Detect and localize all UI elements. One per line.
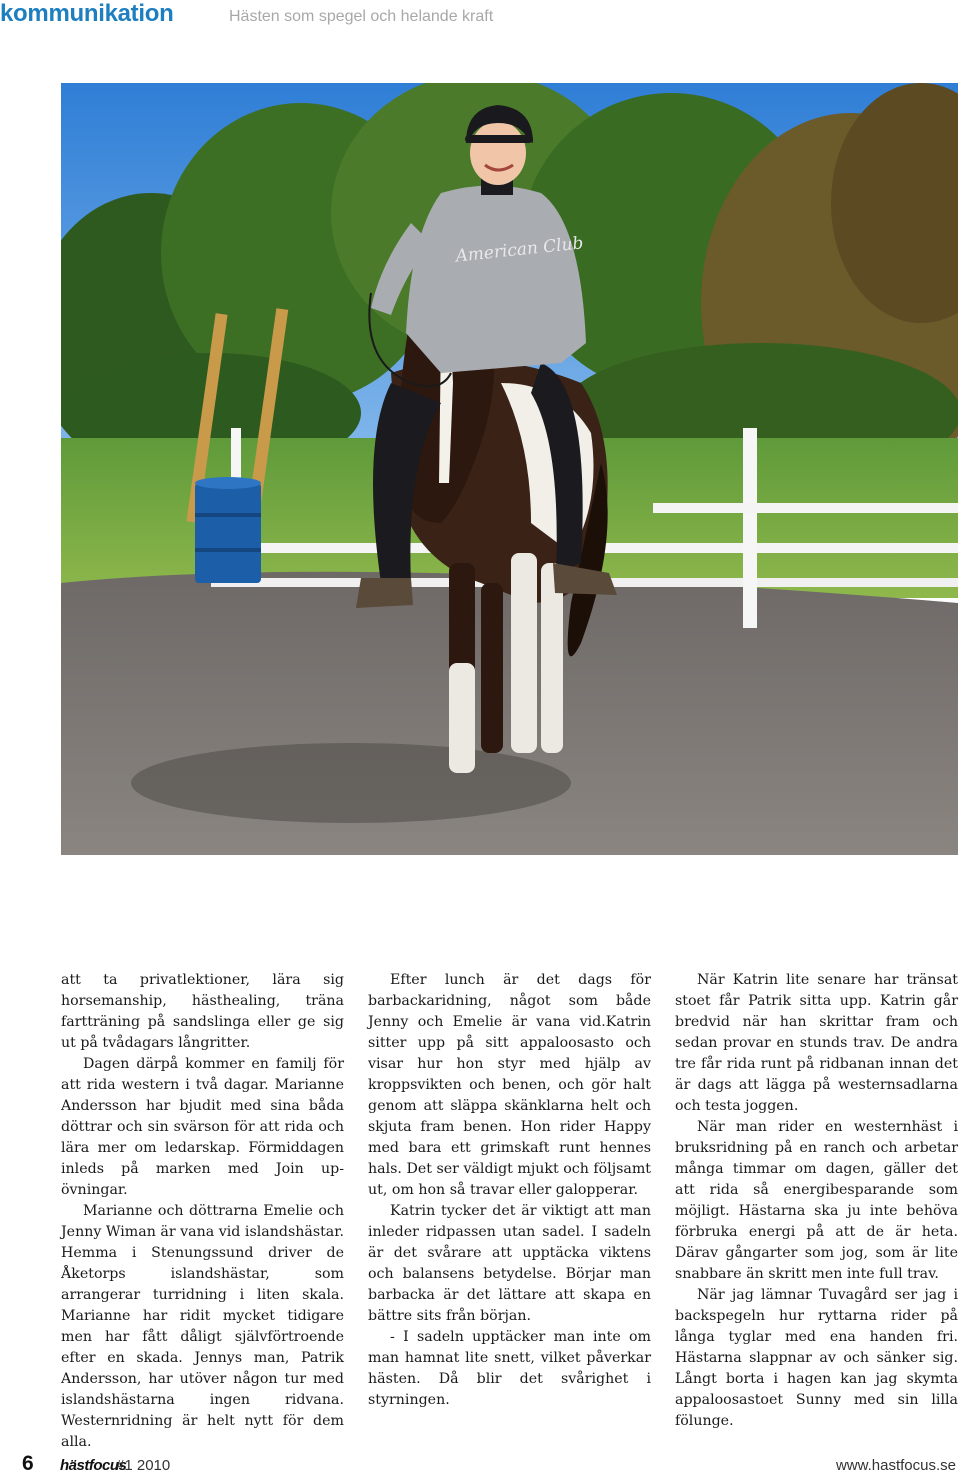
paragraph: - I sadeln upptäcker man inte om man hamnat lite snett, vilket påverkar hästen. Då blir det svårighet i styrningen. [368,1329,651,1408]
paragraph: Dagen därpå kommer en familj för att rida western i två dagar. Marianne Andersson har bjudit med sina båda döttrar och sin svärson för att rida och lära mer om ledarskap. Förmiddagen inleds på marken med Join up-övningar. [61,1056,344,1198]
page-number: 6 [22,1452,34,1475]
article-column-3 [675,970,958,1432]
paragraph: Marianne och döttrarna Emelie och Jenny Wiman är vana vid islandshästar. Hemma i Stenungssund driver de Åketorps islandshästar, som arrangerar turridning i liten skala. Marianne har ridit mycket tidigare men har fått dåligt självförtroende efter en skada. Jennys man, Patrik Andersson, har utöver någon tur med islandshästarna ingen ridvana. Westernridning är helt nytt för dem alla. [61,1203,344,1450]
page-footer [0,1452,960,1475]
paragraph: Efter lunch är det dags för barbackaridning, något som både Jenny och Emelie är vana vid.Katrin sitter upp på sitt appaloosasto och visar hur hon styr med hjälp av kroppsvikten och benen, och gör halt genom att släppa skänklarna helt och skjuta fram benen. Hon rider Happy med bara ett grimskaft runt hennes hals. Det ser väldigt mjukt och följsamt ut, om hon så travar eller galopperar. [368,972,651,1198]
magazine-logo: hästfocus [60,1457,127,1474]
paragraph: Katrin tycker det är viktigt att man inleder ridpassen utan sadel. I sadeln är det svårare att upptäcka viktens och balansens betydelse. Börjar man barbacka är det lättare att skapa en bättre sits från början. [368,1203,651,1324]
paragraph: När jag lämnar Tuvagård ser jag i backspegeln hur ryttarna rider på långa tyglar med ena handen fri. Hästarna slappnar av och sänker sig. Långt borta i hagen kan jag skymta appaloosastoet Sunny med sin lilla fölunge. [675,1287,958,1429]
sweater-print: American Club [454,233,585,267]
article-column-1 [61,970,344,1453]
issue-number: #1 2010 [116,1457,171,1474]
blue-barrel [195,477,261,583]
section-subtitle: Hästen som spegel och helande kraft [229,8,494,25]
page-header [0,0,960,40]
paragraph: När Katrin lite senare har tränsat stoet får Patrik sitta upp. Katrin går bredvid när han skrittar fram och sedan provar en stunds trav. De andra tre får rida runt på ridbanan innan det är dags att lägga på westernsadlarna och testa joggen. [675,972,958,1114]
article-photo [61,83,958,855]
paragraph: att ta privatlektioner, lära sig horsemanship, hästhealing, träna fartträning på sandslinga eller ge sig ut på tvådagars långritter. [61,972,344,1051]
paragraph: När man rider en westernhäst i bruksridning på en ranch och arbetar många timmar om dagen, gäller det att rida så energibesparande som möjligt. Hästarna ska ju inte behöva förbruka energi på att de är heta. Därav gångarter som jog, som är lite snabbare än skritt men inte full trav. [675,1119,958,1282]
section-title: kommunikation [0,0,174,27]
article-column-2 [368,970,651,1411]
website-link[interactable]: www.hastfocus.se [835,1457,956,1474]
